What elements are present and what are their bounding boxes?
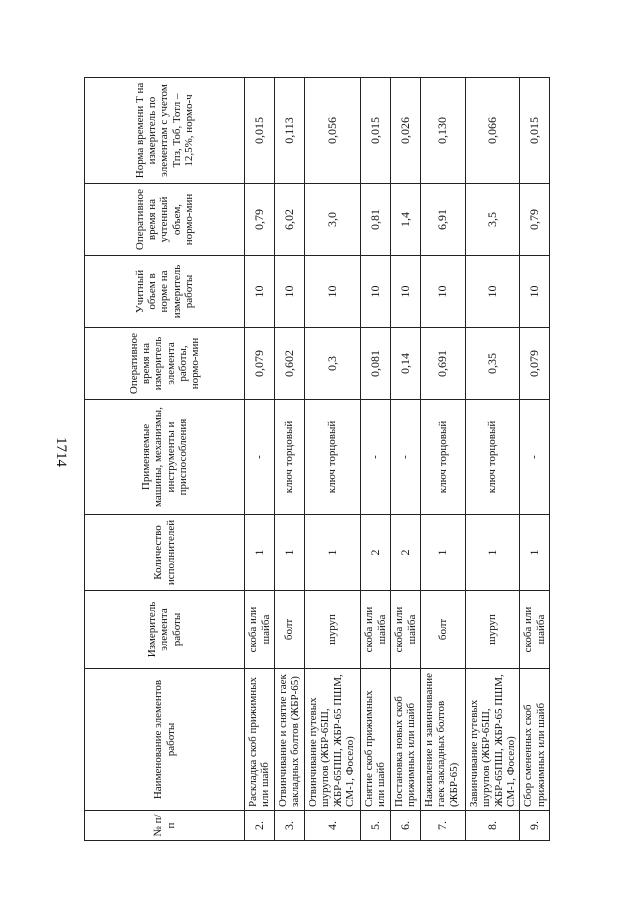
cell-norm: 0,015: [245, 78, 275, 184]
table-row: [466, 78, 520, 841]
header-row: [85, 78, 245, 841]
cell-op-time: 0,35: [466, 328, 520, 400]
header-workers: Количество исполнителей: [85, 515, 245, 591]
table-row: [361, 78, 391, 841]
cell-workers: 1: [466, 515, 520, 591]
cell-name: Наживление и завинчивание гаек закладных болтов (ЖБР-65): [421, 669, 466, 811]
header-op-time-volume: Оперативное время на учтенный объем, нормо-мин: [85, 184, 245, 256]
cell-volume: 10: [520, 256, 550, 328]
header-volume: Учитный объем в норме на измеритель работы: [85, 256, 245, 328]
cell-volume: 10: [391, 256, 421, 328]
cell-no: 5.: [361, 811, 391, 841]
cell-tools: ключ торцовый: [305, 400, 361, 515]
cell-op-time: 0,081: [361, 328, 391, 400]
cell-volume: 10: [421, 256, 466, 328]
cell-name: Завинчивание путевых шурупов (ЖБР-65Ш, ЖБР-65ПШ, ЖБР-65 ПШМ, СМ-1, Фосело): [466, 669, 520, 811]
cell-op-time: 0,079: [520, 328, 550, 400]
cell-volume: 10: [361, 256, 391, 328]
cell-unit: скоба или шайба: [245, 591, 275, 669]
cell-op-time-volume: 3,0: [305, 184, 361, 256]
cell-workers: 2: [361, 515, 391, 591]
header-tools: Применяемые машины, механизмы, инструменты и приспособления: [85, 400, 245, 515]
cell-no: 4.: [305, 811, 361, 841]
cell-tools: -: [520, 400, 550, 515]
cell-norm: 0,026: [391, 78, 421, 184]
cell-tools: -: [245, 400, 275, 515]
cell-no: 8.: [466, 811, 520, 841]
cell-name: Постановка новых скоб прижимных или шайб: [391, 669, 421, 811]
cell-norm: 0,130: [421, 78, 466, 184]
cell-tools: ключ торцовый: [421, 400, 466, 515]
cell-name: Сбор смененных скоб прижимных или шайб: [520, 669, 550, 811]
cell-norm: 0,066: [466, 78, 520, 184]
cell-volume: 10: [275, 256, 305, 328]
table-row: [391, 78, 421, 841]
cell-volume: 10: [466, 256, 520, 328]
cell-no: 7.: [421, 811, 466, 841]
cell-workers: 1: [421, 515, 466, 591]
cell-op-time: 0,14: [391, 328, 421, 400]
cell-unit: шуруп: [305, 591, 361, 669]
table-container: [84, 78, 547, 841]
cell-unit: болт: [275, 591, 305, 669]
cell-unit: скоба или шайба: [520, 591, 550, 669]
cell-op-time-volume: 0,79: [245, 184, 275, 256]
header-no: № п/п: [85, 811, 245, 841]
cell-no: 6.: [391, 811, 421, 841]
work-norms-table: [84, 77, 550, 841]
cell-volume: 10: [245, 256, 275, 328]
cell-norm: 0,056: [305, 78, 361, 184]
cell-op-time: 0,691: [421, 328, 466, 400]
cell-no: 3.: [275, 811, 305, 841]
cell-unit: шуруп: [466, 591, 520, 669]
cell-workers: 1: [305, 515, 361, 591]
cell-workers: 2: [391, 515, 421, 591]
cell-tools: ключ торцовый: [466, 400, 520, 515]
cell-workers: 1: [520, 515, 550, 591]
cell-workers: 1: [275, 515, 305, 591]
cell-tools: ключ торцовый: [275, 400, 305, 515]
cell-norm: 0,015: [361, 78, 391, 184]
cell-workers: 1: [245, 515, 275, 591]
table-row: [275, 78, 305, 841]
cell-tools: -: [361, 400, 391, 515]
cell-no: 2.: [245, 811, 275, 841]
cell-op-time-volume: 6,91: [421, 184, 466, 256]
table-row: [421, 78, 466, 841]
cell-op-time-volume: 0,81: [361, 184, 391, 256]
cell-op-time-volume: 6,02: [275, 184, 305, 256]
cell-name: Снятие скоб прижимных или шайб: [361, 669, 391, 811]
cell-tools: -: [391, 400, 421, 515]
cell-unit: скоба или шайба: [391, 591, 421, 669]
cell-op-time: 0,079: [245, 328, 275, 400]
cell-name: Раскладка скоб прижимных или шайб: [245, 669, 275, 811]
cell-volume: 10: [305, 256, 361, 328]
header-unit: Измеритель элемента работы: [85, 591, 245, 669]
cell-op-time-volume: 1,4: [391, 184, 421, 256]
cell-norm: 0,113: [275, 78, 305, 184]
table-row: [305, 78, 361, 841]
rotated-table: [84, 78, 547, 841]
cell-op-time-volume: 0,79: [520, 184, 550, 256]
cell-no: 9.: [520, 811, 550, 841]
cell-name: Отвинчивание путевых шурупов (ЖБР-65Ш, ЖБР-65ПШ, ЖБР-65 ПШМ, СМ-1, Фосело): [305, 669, 361, 811]
cell-op-time-volume: 3,5: [466, 184, 520, 256]
cell-unit: болт: [421, 591, 466, 669]
cell-name: Отвинчивание и снятие гаек закладных болтов (ЖБР-65): [275, 669, 305, 811]
cell-op-time: 0,3: [305, 328, 361, 400]
header-op-time: Оперативное время на измеритель элемента работы, нормо-мин: [85, 328, 245, 400]
cell-op-time: 0,602: [275, 328, 305, 400]
table-row: [520, 78, 550, 841]
page-number: 1714: [53, 437, 69, 467]
table-row: [245, 78, 275, 841]
cell-norm: 0,015: [520, 78, 550, 184]
header-name: Наименование элементов работы: [85, 669, 245, 811]
cell-unit: скоба или шайба: [361, 591, 391, 669]
header-norm: Норма времени Т на измеритель по элементам с учетом Тпз, Тоб, Тотл – 12,5%, нормо-ч: [85, 78, 245, 184]
